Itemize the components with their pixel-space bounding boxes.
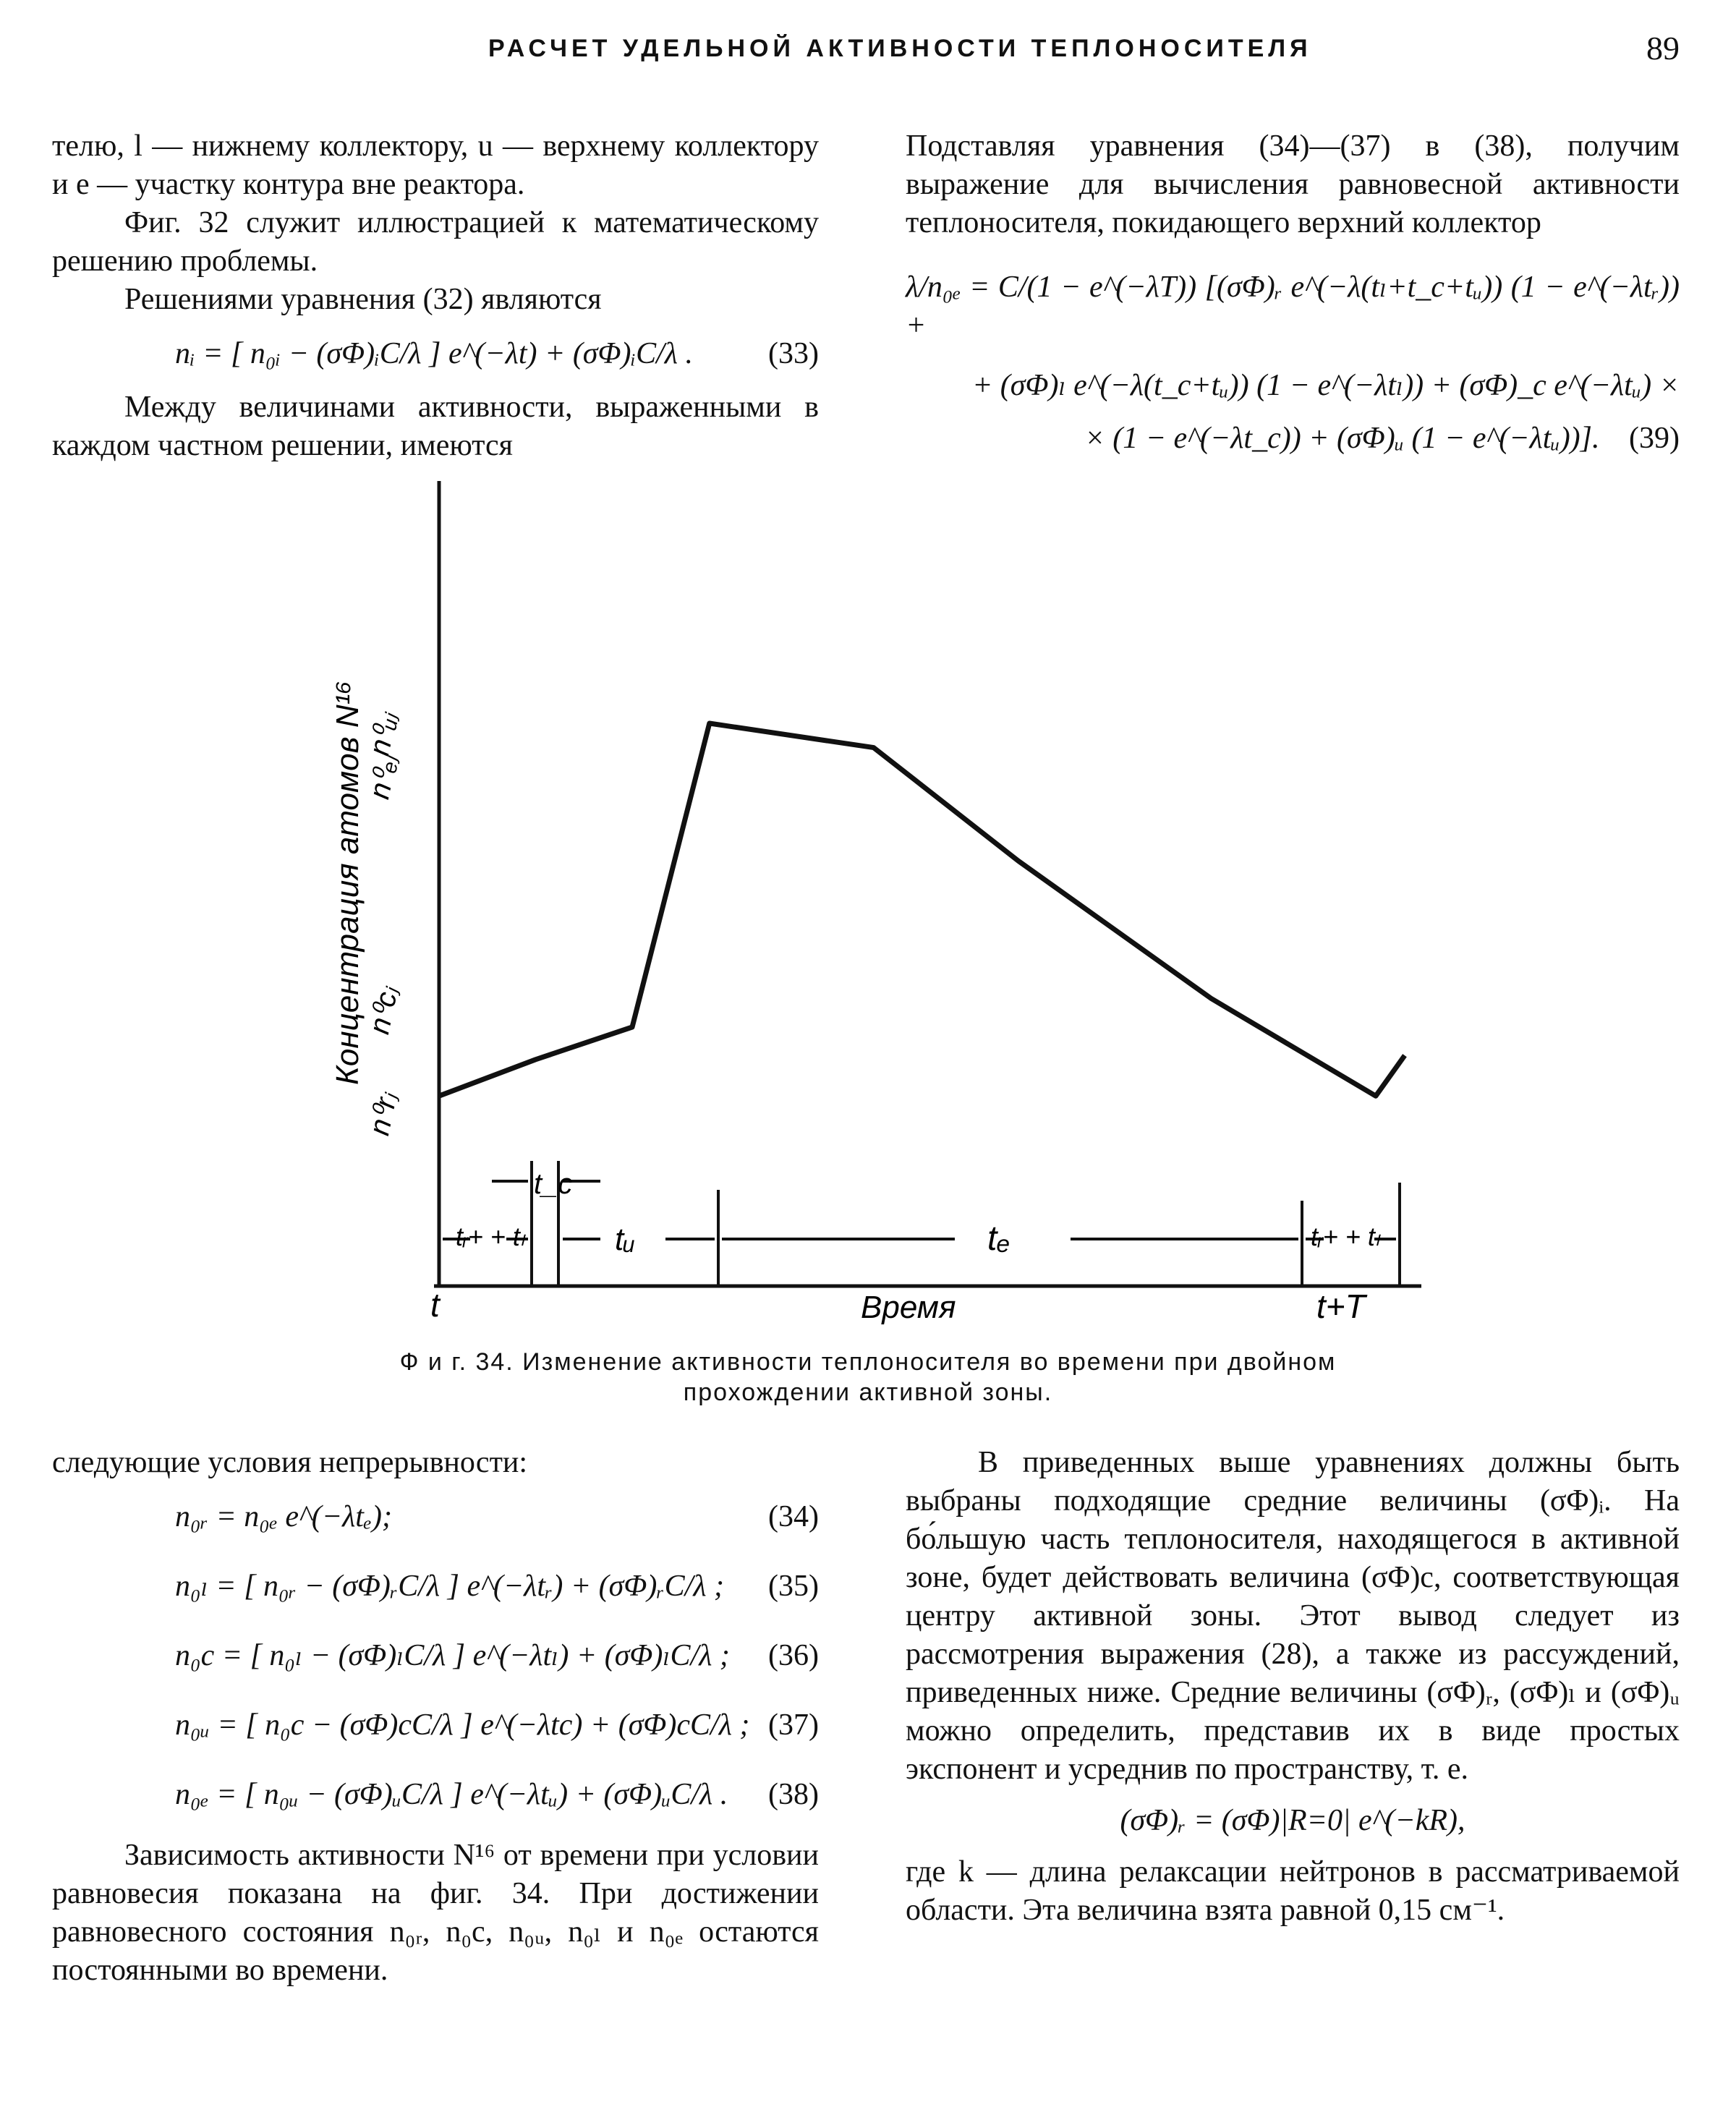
page-number: 89 — [1646, 30, 1680, 67]
level-label-ej: n⁰ₑⱼ — [363, 752, 404, 802]
interval-label-tc: t_c — [534, 1168, 573, 1200]
equation-number: (39) — [1629, 422, 1680, 455]
figure-caption — [304, 1347, 1432, 1408]
equation-row — [52, 1621, 819, 1690]
paragraph: Между величинами активности, выраженными в каждом частном решении, имеются — [52, 391, 819, 462]
activity-curve — [439, 723, 1405, 1096]
paragraph: Подставляя уравнения (34)—(37) в (38), получим выражение для вычисления равновесной активности теплоносителя, покидающего верхний коллектор — [906, 129, 1680, 239]
equation-body: n₀ₑ = [ n₀ᵤ − (σΦ)ᵤC/λ ] e^(−λtᵤ) + (σΦ)ᵤC/λ . — [175, 1778, 728, 1811]
equation-row — [52, 1690, 819, 1760]
x-end-label: t+T — [1316, 1287, 1366, 1325]
equation-number: (33) — [768, 337, 819, 370]
equation-body: n₀ᵤ = [ n₀c − (σΦ)cC/λ ] e^(−λtc) + (σΦ)cC/λ ; — [175, 1708, 750, 1742]
level-label-uj: n⁰ᵤⱼ — [363, 710, 404, 759]
equation-39-line-1: λ/n₀ₑ = C/(1 − e^(−λT)) [(σΦ)ᵣ e^(−λ(tₗ+t_c+tᵤ)) (1 − e^(−λtᵣ)) + — [906, 271, 1680, 342]
equation-row — [52, 1551, 819, 1621]
equation-average: (σΦ)ᵣ = (σΦ)|R=0| e^(−kR), — [1120, 1804, 1465, 1837]
equation-list — [52, 1482, 819, 1829]
level-label-rj: n⁰rⱼ — [363, 1090, 404, 1138]
paragraph: телю, l — нижнему коллектору, u — верхнему коллектору и e — участку контура вне реактора. — [52, 129, 819, 201]
right-bottom-column — [906, 1444, 1680, 1930]
paragraph: где k — длина релаксации нейтронов в рассматриваемой области. Эта величина взята равной 0,15 см⁻¹. — [906, 1855, 1680, 1927]
equation-body: nᵢ = [ n₀ᵢ − (σΦ)ᵢC/λ ] e^(−λt) + (σΦ)ᵢC/λ . — [175, 337, 693, 370]
interval-arrows — [443, 1181, 1396, 1239]
equation-body: n₀ₗ = [ n₀ᵣ − (σΦ)ᵣC/λ ] e^(−λtᵣ) + (σΦ)ᵣC/λ ; — [175, 1570, 725, 1603]
interval-label-tr-tl: tᵣ+ + tₗ — [456, 1222, 524, 1251]
equation-39-line-2: + (σΦ)ₗ e^(−λ(t_c+tᵤ)) (1 − e^(−λtₗ)) + (σΦ)_c e^(−λtᵤ) × — [971, 369, 1680, 402]
x-start-label: t — [430, 1286, 440, 1324]
equation-number: (36) — [768, 1639, 819, 1672]
equation-number: (34) — [768, 1500, 819, 1533]
paragraph: Решениями уравнения (32) являются — [124, 283, 602, 316]
paragraph: следующие условия непрерывности: — [52, 1446, 528, 1479]
equation-row — [52, 1482, 819, 1551]
interval-label-tr-tl-end: tᵣ+ + tₗ — [1311, 1222, 1379, 1251]
equation-body: n₀c = [ n₀ₗ − (σΦ)ₗC/λ ] e^(−λtₗ) + (σΦ)ₗC/λ ; — [175, 1639, 730, 1672]
paragraph: Зависимость активности N¹⁶ от времени при условии равновесия показана на фиг. 34. При достижении равновесного состояния n₀ᵣ, n₀c, n₀ᵤ, n₀ₗ и n₀ₑ остаются постоянными во времени. — [52, 1839, 819, 1987]
running-header: РАСЧЕТ УДЕЛЬНОЙ АКТИВНОСТИ ТЕПЛОНОСИТЕЛЯ — [488, 35, 1312, 62]
paragraph: В приведенных выше уравнениях должны быть выбраны подходящие средние величины (σΦ)ᵢ. На бо́льшую часть теплоносителя, находящегося в активной зоне, будет действовать величина (σΦ)c, соответствующая центру активной зоны. Этот вывод следует из рассмотрения выражения (28), а также из рассуждений, приведенных ниже. Средние величины (σΦ)ᵣ, (σΦ)ₗ и (σΦ)ᵤ можно определить, представив их в виде простых экспонент и усреднив по пространству, т. е. — [906, 1446, 1680, 1786]
caption-line: Ф и г. 34. Изменение активности теплоносителя во времени при двойном — [399, 1348, 1337, 1376]
y-axis-label: Концентрация атомов N¹⁶ — [330, 681, 365, 1085]
interval-label-te: tₑ — [987, 1219, 1010, 1258]
equation-row — [52, 1760, 819, 1829]
interval-label-tu: tᵤ — [615, 1222, 635, 1257]
x-axis-label: Время — [861, 1290, 956, 1325]
equation-body: × (1 − e^(−λt_c)) + (σΦ)ᵤ (1 − e^(−λtᵤ))]. — [1084, 422, 1600, 455]
equation-number: (35) — [768, 1570, 819, 1603]
paragraph: Фиг. 32 служит иллюстрацией к математическому решению проблемы. — [52, 206, 819, 278]
caption-line: прохождении активной зоны. — [683, 1379, 1053, 1406]
left-bottom-column — [52, 1444, 819, 1990]
equation-body: n₀ᵣ = n₀ₑ e^(−λtₑ); — [175, 1500, 392, 1533]
equation-number: (38) — [768, 1778, 819, 1811]
equation-number: (37) — [768, 1708, 819, 1742]
level-label-cj: n⁰cⱼ — [363, 984, 404, 1037]
